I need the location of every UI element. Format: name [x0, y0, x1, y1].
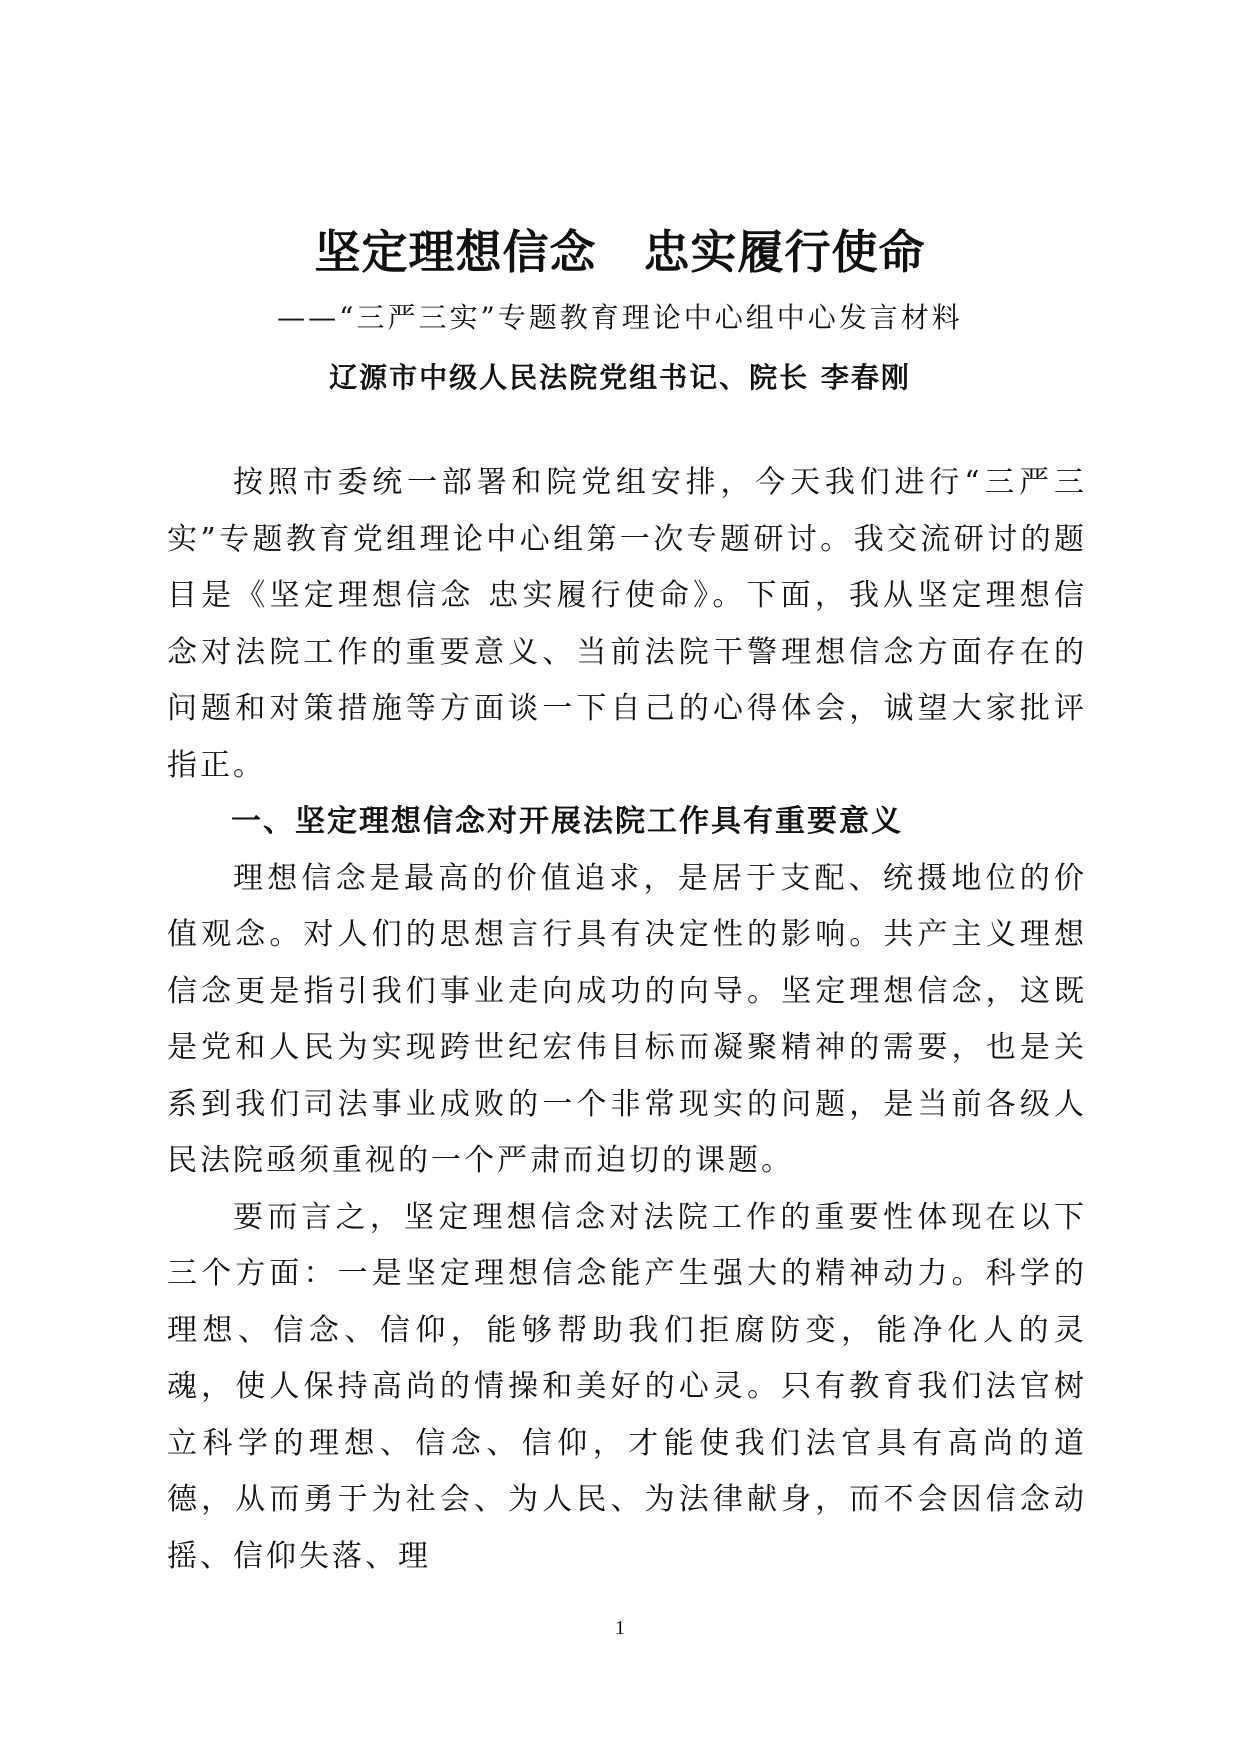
document-subtitle: ——“三严三实”专题教育理论中心组中心发言材料 [277, 301, 963, 334]
paragraph: 理想信念是最高的价值追求，是居于支配、统摄地位的价值观念。对人们的思想言行具有决定性的影响。共产主义理想信念更是指引我们事业走向成功的向导。坚定理想信念，这既是党和人民为实现跨世纪宏伟目标而凝聚精神的需要，也是关系到我们司法事业成败的一个非常现实的问题，是当前各级人民法院亟须重视的一个严肃而迫切的课题。 [167, 860, 1087, 1178]
document-title: 坚定理想信念 忠实履行使命 [314, 225, 926, 279]
paragraph-intro: 按照市委统一部署和院党组安排，今天我们进行“三严三实”专题教育党组理论中心组第一次专题研讨。我交流研讨的题目是《坚定理想信念 忠实履行使命》。下面，我从坚定理想信念对法院工作的重要意义、当前法院干警理想信念方面存在的问题和对策措施等方面谈一下自己的心得体会，诚望大家批评指正。 [167, 465, 1087, 783]
paragraph: 要而言之，坚定理想信念对法院工作的重要性体现在以下三个方面：一是坚定理想信念能产生强大的精神动力。科学的理想、信念、信仰，能够帮助我们拒腐防变，能净化人的灵魂，使人保持高尚的情操和美好的心灵。只有教育我们法官树立科学的理想、信念、信仰，才能使我们法官具有高尚的道德，从而勇于为社会、为人民、为法律献身，而不会因信念动摇、信仰失落、理 [167, 1199, 1087, 1574]
page-number: 1 [615, 1617, 625, 1639]
section-heading: 一、坚定理想信念对开展法院工作具有重要意义 [231, 804, 903, 839]
document-author: 辽源市中级人民法院党组书记、院长 李春刚 [329, 361, 911, 394]
document-body [167, 455, 1087, 1585]
